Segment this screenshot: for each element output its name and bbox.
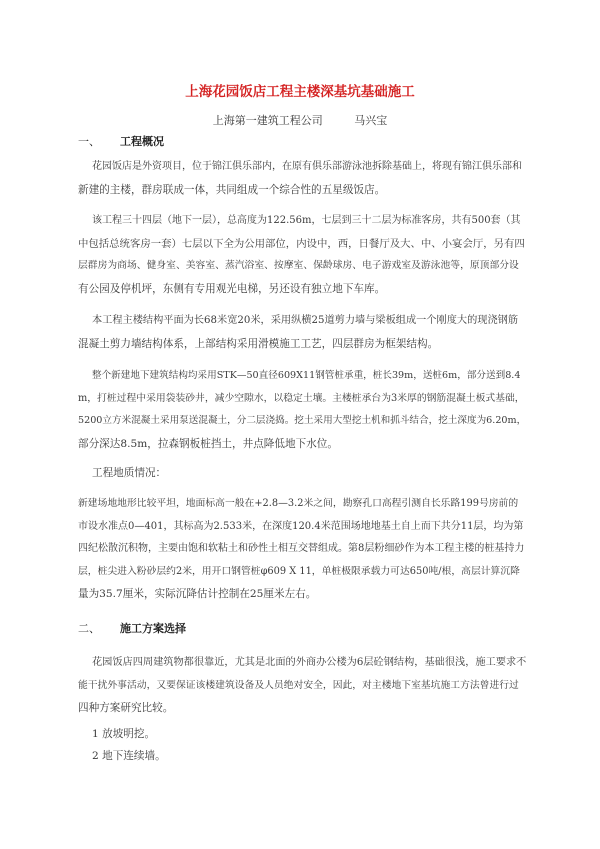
document-title: 上海花园饭店工程主楼深基坑基础施工	[185, 84, 415, 100]
text-line: 混凝土剪力墙结构体系，上部结构采用滑模施工工艺，四层群房为框架结构。	[78, 337, 439, 350]
text-line: 量为35.7厘米，实际沉降估计控制在25厘米左右。	[78, 588, 317, 600]
paragraph-plan-selection	[78, 652, 526, 720]
geology-label	[78, 462, 526, 485]
paragraph-location	[78, 156, 526, 201]
text-line: 本工程主楼结构平面为长68米宽20米，采用纵横25道剪力墙与梁板组成一个刚度大的现浇钢筋	[92, 315, 519, 326]
paragraph-building-size	[78, 210, 526, 300]
author-organization: 上海第一建筑工程公司	[212, 114, 323, 127]
section-heading-plan	[78, 620, 186, 636]
list-item: 2 地下连续墙。	[92, 750, 166, 762]
byline	[0, 112, 600, 128]
paragraph-foundation	[78, 365, 526, 455]
text-line: 有公园及停机坪，东侧有专用观光电梯，另还设有独立地下车库。	[78, 282, 386, 295]
section-title: 施工方案选择	[120, 622, 186, 635]
text-line: 能干扰外事活动，又要保证该楼建筑设备及人员绝对安全，因此，对主楼地下室基坑施工方法曾进行过	[78, 679, 519, 691]
text-line: 新建场地地形比较平坦，地面标高一般在+2.8—3.2米之间，勘察孔口高程引测自长乐路199号房前的	[78, 498, 519, 509]
text-line: 层群房为商场、健身室、美容室、蒸汽浴室、按摩室、保龄球房、电子游戏室及游泳池等，原顶部分设	[78, 260, 519, 271]
text-line: 层，桩尖进入粉砂层约2米，用开口钢管桩φ609 X 11，单桩极限承载力可达650吨/根，高层计算沉降	[78, 565, 520, 577]
text-line: 部分深达8.5m，拉森钢板桩挡土，井点降低地下水位。	[78, 437, 338, 450]
text-line: 工程地质情况：	[92, 467, 167, 479]
text-line: 新建的主楼，群房联成一体，共同组成一个综合性的五星级饭店。	[78, 183, 386, 196]
section-number: 二、	[78, 622, 100, 635]
list-item: 1 放坡明挖。	[92, 728, 156, 740]
author-name: 马兴宝	[354, 114, 388, 127]
paragraph-geology	[78, 493, 526, 606]
text-line: 四纪松散沉积物，主要由饱和软粘土和砂性土相互交替组成。第8层粉细砂作为本工程主楼的桩基持力	[78, 543, 525, 554]
section-number: 一、	[78, 135, 100, 148]
text-line: 四种方案研究比较。	[78, 702, 174, 714]
text-line: 整个新建地下建筑结构均采用STK—50直径609X11钢管桩承重，桩长39m，送桩6m，部分送到8.4	[92, 370, 521, 381]
text-line: 市设水准点0—401，其标高为2.533米，在深度120.4米范围场地地基土自上而下共分11层，均为第	[78, 520, 524, 532]
text-line: 花园饭店四周建筑物都很靠近，尤其是北面的外商办公楼为6层砼钢结构，基础很浅，施工要求不	[92, 657, 527, 668]
paragraph-structure	[78, 310, 526, 355]
text-line: 5200立方米混凝土采用泵送混凝土，分二层浇捣。挖土采用大型挖土机和抓斗结合，挖土深度为6.20m，	[78, 415, 527, 426]
text-line: 该工程三十四层（地下一层），总高度为122.56m，七层到三十二层为标准客房，共有500套（其	[92, 215, 521, 226]
section-title: 工程概况	[120, 135, 164, 148]
text-line: 花园饭店是外资项目，位于锦江俱乐部内，在原有俱乐部游泳池拆除基础上，将现有锦江俱乐部和	[92, 161, 522, 172]
text-line: m，打桩过程中采用袋装砂井，减少空隙水，以稳定土壤。主楼桩承台为3米厚的钢筋混凝土板式基础，	[78, 392, 525, 404]
section-heading-overview	[78, 133, 164, 149]
text-line: 中包括总统客房一套）七层以下全为公用部位，内设中，西，日餐厅及大、中、小宴会厅，另有四	[78, 237, 525, 250]
